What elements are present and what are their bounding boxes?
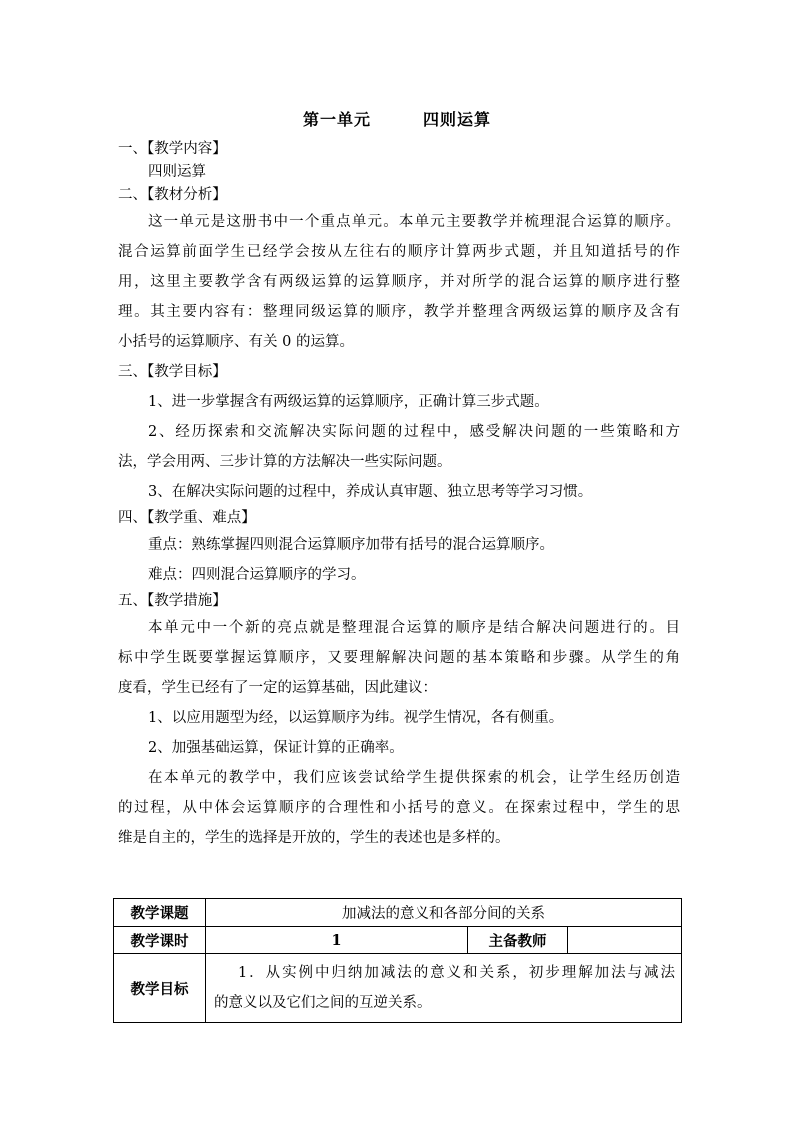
difficult-point: 难点：四则混合运算顺序的学习。: [148, 567, 366, 583]
goal-cell: [206, 954, 682, 1023]
measures-line: 本单元中一个新的亮点就是整理混合运算的顺序是结合解决问题进行的。目: [148, 620, 680, 636]
section-heading-measures: 五、【教学措施】: [118, 593, 227, 609]
topic-label: 教学课题: [114, 899, 206, 927]
page-title: [0, 107, 794, 130]
content-text: 四则运算: [148, 164, 206, 180]
analysis-line: 这一单元是这册书中一个重点单元。本单元主要教学并梳理混合运算的顺序。: [148, 214, 680, 230]
teacher-value: [568, 927, 682, 954]
goal-label: 教学目标: [114, 954, 206, 1023]
hours-value: 1: [206, 927, 468, 954]
measure-item: 1、以应用题型为经，以运算顺序为纬。视学生情况，各有侧重。: [148, 710, 564, 726]
goal-item: 1、进一步掌握含有两级运算的运算顺序，正确计算三步式题。: [148, 394, 549, 410]
title-topic: 四则运算: [423, 110, 492, 129]
section-heading-content: 一、【教学内容】: [118, 141, 227, 157]
teacher-label: 主备教师: [468, 927, 568, 954]
topic-value: 加减法的意义和各部分间的关系: [206, 899, 682, 927]
closing-line: 在本单元的教学中，我们应该尝试给学生提供探索的机会，让学生经历创造: [148, 770, 680, 786]
title-unit: 第一单元: [302, 110, 371, 129]
lesson-plan-table: [113, 898, 681, 1023]
section-heading-goals: 三、【教学目标】: [118, 364, 227, 380]
goal-line: 的意义以及它们之间的互逆关系。: [214, 995, 432, 1011]
goal-item: 3、在解决实际问题的过程中，养成认真审题、独立思考等学习习惯。: [148, 484, 593, 500]
key-point: 重点：熟练掌握四则混合运算顺序加带有括号的混合运算顺序。: [148, 537, 554, 553]
measures-line: 度看，学生已经有了一定的运算基础，因此建议：: [118, 680, 437, 696]
closing-line: 的过程，从中体会运算顺序的合理性和小括号的意义。在探索过程中，学生的思: [118, 800, 680, 816]
hours-label: 教学课时: [114, 927, 206, 954]
section-heading-key-points: 四、【教学重、难点】: [118, 510, 256, 526]
analysis-line: 小括号的运算顺序、有关 0 的运算。: [118, 334, 354, 350]
analysis-line: 理。其主要内容有：整理同级运算的顺序，教学并整理含两级运算的顺序及含有: [118, 304, 680, 320]
analysis-line: 用，这里主要教学含有两级运算的运算顺序，并对所学的混合运算的顺序进行整: [118, 274, 680, 290]
measures-line: 标中学生既要掌握运算顺序，又要理解解决问题的基本策略和步骤。从学生的角: [118, 650, 680, 666]
goal-line: 1．从实例中归纳加减法的意义和关系，初步理解加法与减法: [238, 965, 675, 981]
closing-line: 维是自主的，学生的选择是开放的，学生的表述也是多样的。: [118, 830, 510, 846]
goal-item: 2、经历探索和交流解决实际问题的过程中，感受解决问题的一些策略和方: [148, 424, 680, 440]
goal-item-continued: 法，学会用两、三步计算的方法解决一些实际问题。: [118, 454, 452, 470]
document-body: [118, 138, 680, 853]
measure-item: 2、加强基础运算，保证计算的正确率。: [148, 740, 404, 756]
section-heading-analysis: 二、【教材分析】: [118, 187, 227, 203]
analysis-line: 混合运算前面学生已经学会按从左往右的顺序计算两步式题，并且知道括号的作: [118, 244, 680, 260]
